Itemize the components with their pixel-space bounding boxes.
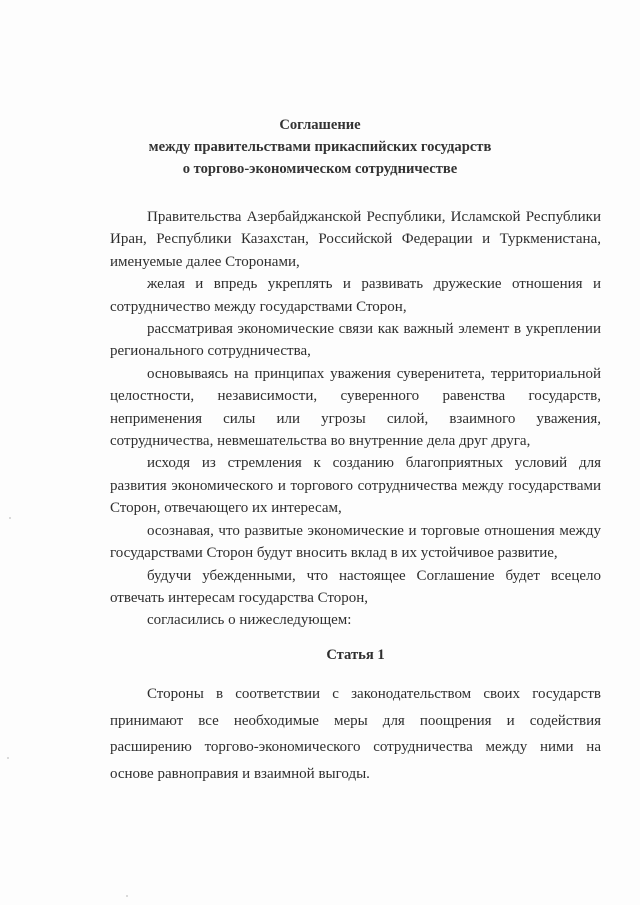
scan-speck [126, 895, 128, 897]
title-line-1: Соглашение [279, 117, 361, 133]
title-line-3: о торгово-экономическом сотрудничестве [182, 161, 458, 177]
preamble-paragraph-4: основываясь на принципах уважения суверенитета, территориальной целостности, независимости, суверенного равенства государств, неприменения силы или угрозы силой, взаимного уважения, сотрудничества, невмешательства во внутренние дела друг друга, [110, 365, 601, 450]
preamble-paragraph-8: согласились о нижеследующем: [147, 612, 352, 629]
article-heading: Статья 1 [326, 646, 385, 663]
scan-speck [9, 517, 11, 519]
document-title [0, 114, 640, 180]
preamble-paragraph-2: желая и впредь укреплять и развивать дружеские отношения и сотрудничество между государствами Сторон, [110, 276, 601, 315]
preamble-paragraph-6: осознавая, что развитые экономические и торговые отношения между государствами Сторон будут вносить вклад в их устойчивое развитие, [110, 522, 601, 562]
preamble-paragraph-3: рассматривая экономические связи как важный элемент в укреплении регионального сотрудничества, [110, 321, 601, 360]
preamble-paragraph-5: исходя из стремления к созданию благоприятных условий для развития экономического и торгового сотрудничества между государствами Сторон, отвечающего их интересам, [110, 455, 601, 517]
preamble-paragraph-7: будучи убежденными, что настоящее Соглашение будет всецело отвечать интересам государства Сторон, [110, 567, 601, 606]
article-1-text: Стороны в соответствии с законодательством своих государств принимают все необходимые меры для поощрения и содействия расширению торгово-экономического сотрудничества между ними на основе равноправия и взаимной выгоды. [110, 686, 601, 782]
document-body [110, 206, 601, 787]
title-line-2: между правительствами прикаспийских государств [148, 139, 492, 155]
preamble-paragraph-1: Правительства Азербайджанской Республики, Исламской Республики Иран, Республики Казахстан, Российской Федерации и Туркменистана, именуемые далее Сторонами, [110, 209, 601, 270]
scan-speck [7, 757, 9, 759]
